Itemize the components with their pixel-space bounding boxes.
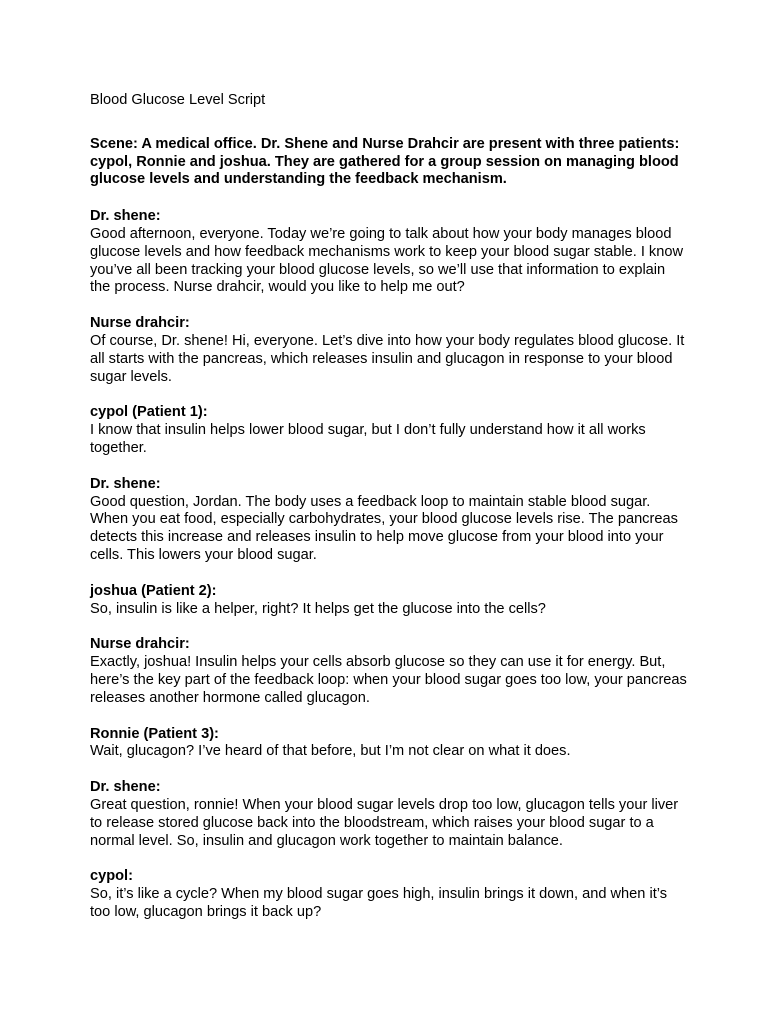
speaker-name: Dr. shene: <box>90 779 161 796</box>
speaker-name: cypol: <box>90 868 133 885</box>
dialogue-text: Wait, glucagon? I’ve heard of that before, but I’m not clear on what it does. <box>90 743 571 760</box>
dialogue-text: Good afternoon, everyone. Today we’re going to talk about how your body manages blood glucose levels and how feedback mechanisms work to keep your blood sugar stable. I know you’ve all been tracking your blood glucose levels, so we’ll use that information to explain the process. Nurse drahcir, would you like to help me out? <box>90 225 683 296</box>
dialogue-entry <box>90 315 688 386</box>
speaker-name: joshua (Patient 2): <box>90 582 217 599</box>
dialogue-entry <box>90 404 688 457</box>
speaker-name: Nurse drahcir: <box>90 315 190 332</box>
speaker-name: Dr. shene: <box>90 208 161 225</box>
dialogue-entry <box>90 208 688 297</box>
dialogue-entry <box>90 636 688 707</box>
dialogue-text: So, insulin is like a helper, right? It helps get the glucose into the cells? <box>90 600 546 617</box>
speaker-name: Nurse drahcir: <box>90 636 190 653</box>
dialogue-entry <box>90 726 688 762</box>
dialogue-text: Exactly, joshua! Insulin helps your cells absorb glucose so they can use it for energy. But, here’s the key part of the feedback loop: when your blood sugar goes too low, your pancreas releases another hormone called glucagon. <box>90 654 687 706</box>
dialogue-text: Of course, Dr. shene! Hi, everyone. Let’s dive into how your body regulates blood glucose. It all starts with the pancreas, which releases insulin and glucagon in response to your blood sugar levels. <box>90 332 685 385</box>
dialogue-text: So, it’s like a cycle? When my blood sugar goes high, insulin brings it down, and when it’s too low, glucagon brings it back up? <box>90 886 668 920</box>
speaker-name: cypol (Patient 1): <box>90 404 208 421</box>
speaker-name: Ronnie (Patient 3): <box>90 725 219 742</box>
dialogue-entry <box>90 476 688 565</box>
speaker-name: Dr. shene: <box>90 475 161 492</box>
dialogue-text: Good question, Jordan. The body uses a feedback loop to maintain stable blood sugar. When you eat food, especially carbohydrates, your blood glucose levels rise. The pancreas detects this increase and releases insulin to help move glucose from your blood into your cells. This lowers your blood sugar. <box>90 493 678 563</box>
dialogue-text: I know that insulin helps lower blood sugar, but I don’t fully understand how it all works together. <box>90 422 646 456</box>
dialogue-text: Great question, ronnie! When your blood sugar levels drop too low, glucagon tells your liver to release stored glucose back into the bloodstream, which raises your blood sugar to a normal level. So, insulin and glucagon work together to maintain balance. <box>90 796 679 849</box>
dialogue-entry <box>90 583 688 619</box>
dialogue-entry <box>90 779 688 850</box>
scene-description: Scene: A medical office. Dr. Shene and Nurse Drahcir are present with three patients: cypol, Ronnie and joshua. They are gathered for a group session on managing blood glucose levels and understanding the feedback mechanism. <box>90 135 680 188</box>
dialogue-entry <box>90 868 688 921</box>
document-title: Blood Glucose Level Script <box>90 92 266 108</box>
